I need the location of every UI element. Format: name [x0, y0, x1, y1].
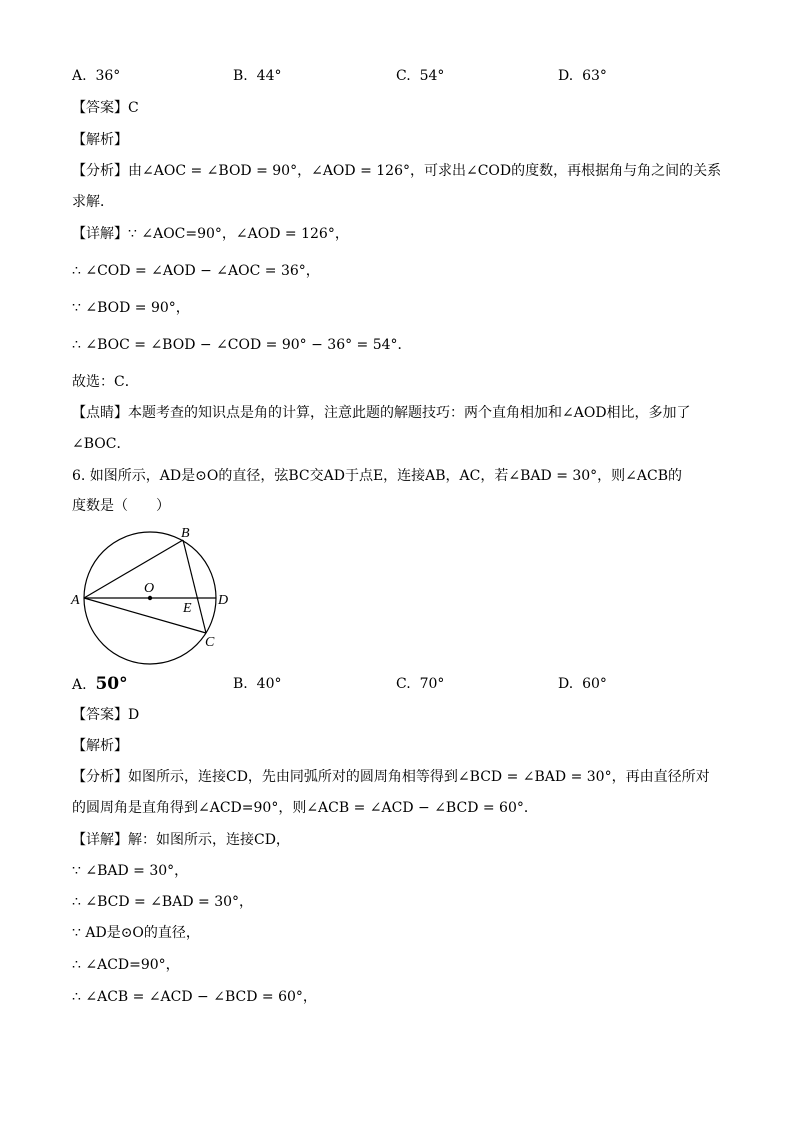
q5-option-b: B. 44° [233, 68, 282, 84]
q5-step-3: ∵ ∠BOD = 90°， [72, 300, 190, 316]
q5-answer: 【答案】C [72, 100, 139, 116]
q6-option-b: B. 40° [233, 676, 282, 692]
label-o: O [144, 581, 155, 596]
q6-step-2: ∴ ∠BCD = ∠BAD = 30°， [72, 894, 254, 910]
q6-step-1: ∵ ∠BAD = 30°， [72, 863, 189, 879]
q5-step-4: ∴ ∠BOC = ∠BOD − ∠COD = 90° − 36° = 54°． [72, 337, 412, 353]
label-b: B [181, 526, 190, 541]
q6-option-c: C. 70° [396, 676, 445, 692]
q6-option-d: D. 60° [558, 676, 607, 692]
q6-answer: 【答案】D [72, 707, 140, 723]
label-d: D [218, 593, 229, 608]
q6-stem-line2: 度数是（ ） [72, 498, 170, 514]
q6-analysis-heading: 【解析】 [72, 738, 128, 754]
q6-xiangjie-line: 【详解】解：如图所示，连接CD， [72, 832, 290, 848]
chord-bc [183, 540, 206, 633]
label-a: A [71, 593, 80, 608]
q5-dianjing-line2: ∠BOC． [72, 436, 131, 452]
q5-option-d: D. 63° [558, 68, 607, 84]
q5-fenxi-line2: 求解． [72, 194, 114, 210]
q5-option-c: C. 54° [396, 68, 445, 84]
label-c: C [205, 635, 215, 650]
q5-option-a: A. 36° [72, 68, 121, 84]
q6-option-a: A. 50° [72, 674, 128, 694]
q6-fenxi-line1: 【分析】如图所示，连接CD，先由同弧所对的圆周角相等得到∠BCD = ∠BAD = 30°，再由直径所对 [72, 769, 710, 785]
q5-dianjing-line1: 【点睛】本题考查的知识点是角的计算，注意此题的解题技巧：两个直角相加和∠AOD相比，多加了 [72, 405, 691, 421]
q6-circle-figure [66, 520, 236, 670]
q5-choice: 故选：C． [72, 374, 139, 390]
q6-stem-line1: 6. 如图所示，AD是⊙O的直径，弦BC交AD于点E，连接AB，AC，若∠BAD = 30°，则∠ACB的 [72, 468, 683, 484]
q6-step-3: ∵ AD是⊙O的直径， [72, 925, 200, 941]
center-point [148, 596, 152, 600]
q5-analysis-heading: 【解析】 [72, 132, 128, 148]
chord-ab [84, 540, 183, 598]
q6-step-5: ∴ ∠ACB = ∠ACD − ∠BCD = 60°， [72, 989, 317, 1005]
q5-step-2: ∴ ∠COD = ∠AOD − ∠AOC = 36°， [72, 263, 320, 279]
q6-fenxi-line2: 的圆周角是直角得到∠ACD=90°，则∠ACB = ∠ACD − ∠BCD = 60°． [72, 800, 538, 816]
q6-step-4: ∴ ∠ACD=90°， [72, 957, 180, 973]
label-e: E [183, 601, 192, 616]
q5-step-1: 【详解】∵ ∠AOC=90°，∠AOD = 126°， [72, 226, 349, 242]
q5-fenxi-line1: 【分析】由∠AOC = ∠BOD = 90°，∠AOD = 126°，可求出∠COD的度数，再根据角与角之间的关系 [72, 163, 722, 179]
